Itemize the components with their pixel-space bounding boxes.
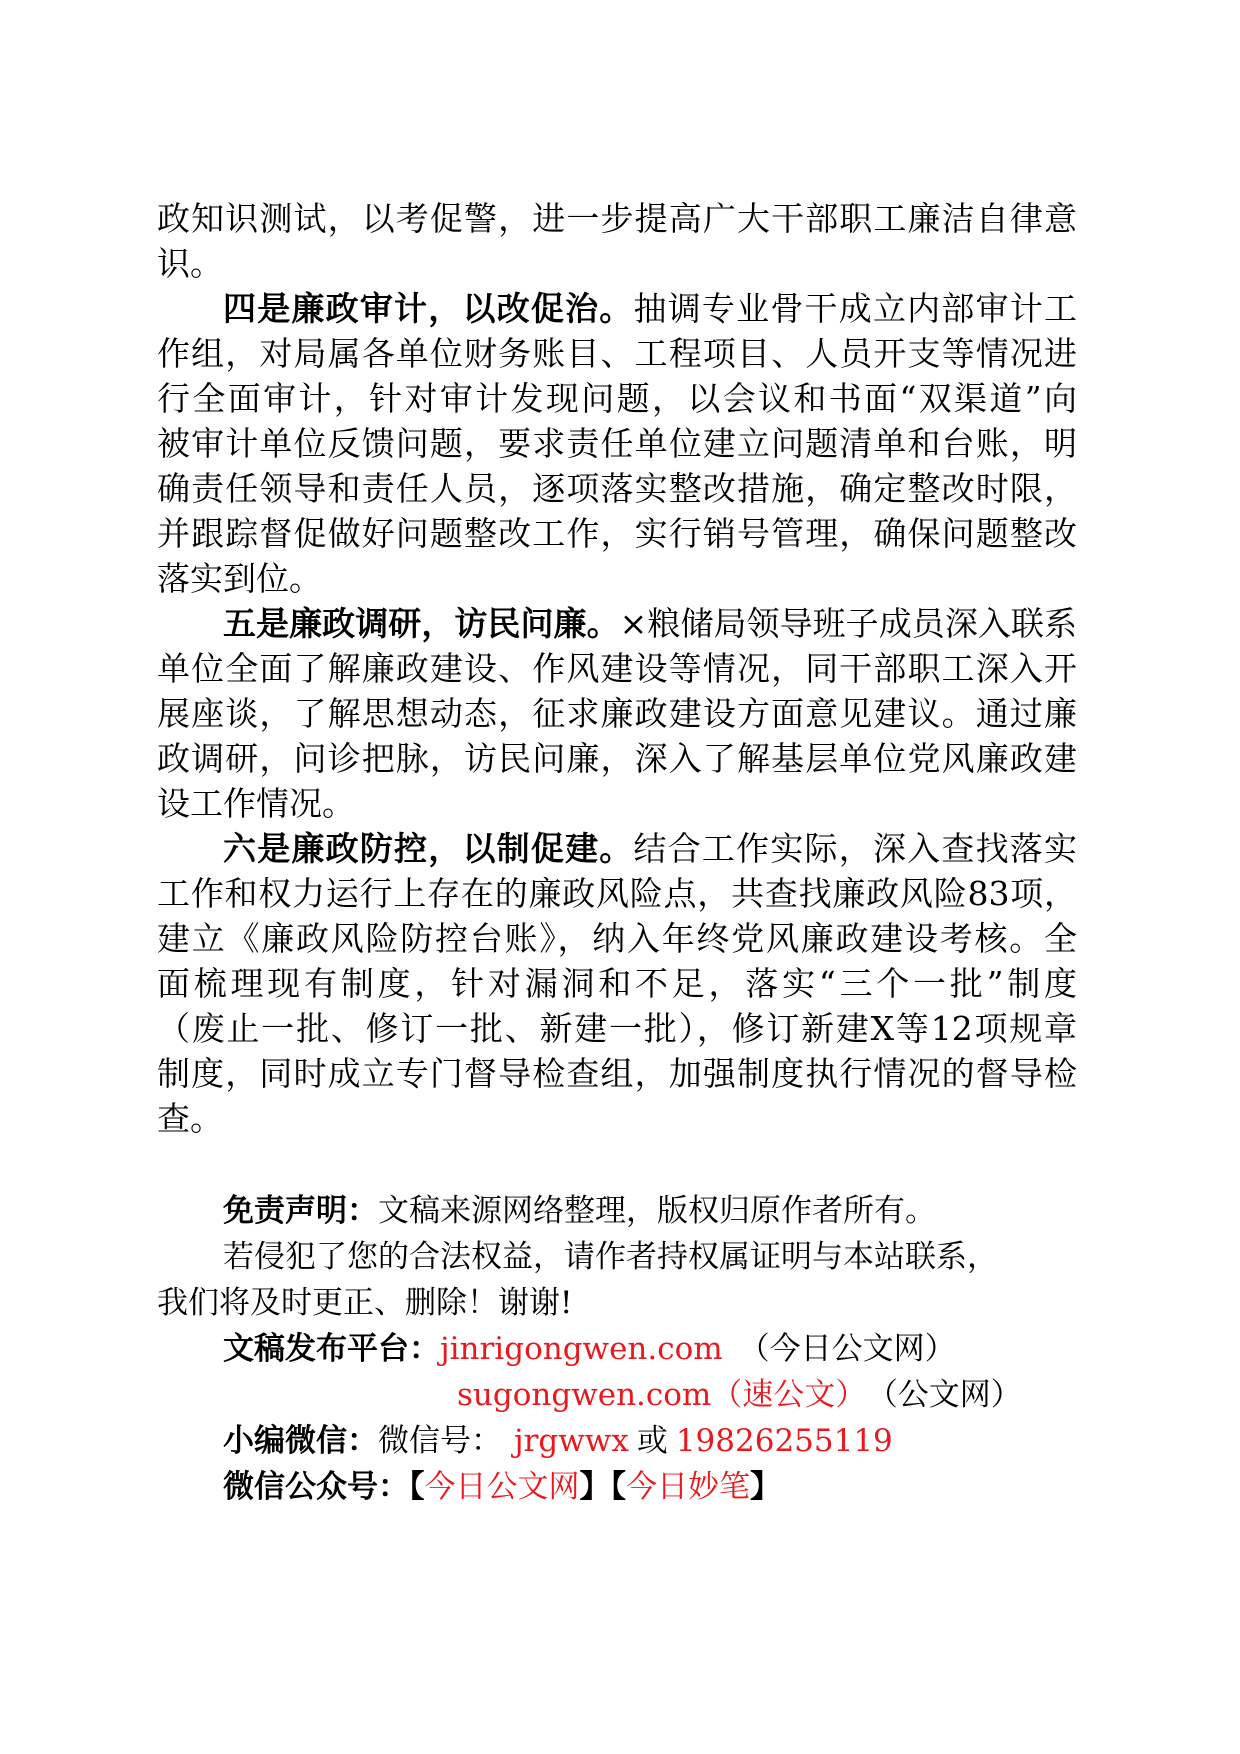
site-note: （今日公文网）: [738, 1331, 956, 1367]
body-line: 设工作情况。: [157, 784, 355, 823]
body-line: 行全面审计，针对审计发现问题，以会议和书面“双渠道”向: [157, 379, 1077, 418]
body-line: 单位全面了解廉政建设、作风建设等情况，同干部职工深入开: [157, 649, 1077, 688]
wechat-label: 小编微信：: [223, 1423, 378, 1459]
paragraph-heading-audit: 四是廉政审计，以改促治。: [223, 289, 634, 328]
wechat-line: [157, 1418, 1077, 1464]
bracket-open: 【: [409, 1469, 425, 1505]
body-line: 识。: [157, 244, 223, 283]
site-note: （公文网）: [882, 1377, 1022, 1413]
platform-line: [157, 1326, 1077, 1372]
paragraph-prevention-first-line: [157, 826, 1077, 871]
body-line: 政调研，问诊把脉，访民问廉，深入了解基层单位党风廉政建: [157, 739, 1077, 778]
site-link-sugongwen[interactable]: sugongwen.com（速公文）: [457, 1377, 867, 1413]
official-account-jinrimiaobi: 今日妙笔: [626, 1469, 750, 1505]
body-text: ×粮储局领导班子成员深入联系: [619, 604, 1078, 643]
body-text: 抽调专业骨干成立内部审计工: [633, 289, 1078, 328]
body-line: 并跟踪督促做好问题整改工作，实行销号管理，确保问题整改: [157, 514, 1077, 553]
body-line: 查。: [157, 1099, 223, 1138]
site-link-jinrigongwen[interactable]: jinrigongwen.com: [440, 1331, 723, 1367]
body-line: 工作和权力运行上存在的廉政风险点，共查找廉政风险83项，: [157, 874, 1077, 913]
body-line: （废止一批、修订一批、新建一批），修订新建X等12项规章: [157, 1009, 1078, 1048]
paragraph-heading-prevention: 六是廉政防控，以制促建。: [223, 829, 634, 868]
disclaimer-text: 文稿来源网络整理，版权归原作者所有。: [378, 1193, 936, 1229]
bracket-close: 】: [750, 1469, 781, 1505]
disclaimer-label: 免责声明：: [223, 1193, 378, 1229]
body-line: 作组，对局属各单位财务账目、工程项目、人员开支等情况进: [157, 334, 1077, 373]
paragraph-research-first-line: [157, 601, 1077, 646]
body-line: 确责任领导和责任人员，逐项落实整改措施，确定整改时限，: [157, 469, 1077, 508]
body-line: 展座谈，了解思想动态，征求廉政建设方面意见建议。通过廉: [157, 694, 1077, 733]
disclaimer-block: [157, 1188, 1077, 1510]
wechat-prefix: 微信号：: [378, 1423, 502, 1459]
paragraph-audit-first-line: [157, 286, 1077, 331]
document-body: [157, 196, 1077, 1141]
platform-label: 文稿发布平台：: [223, 1331, 440, 1367]
official-account-jinrigongwen: 今日公文网: [424, 1469, 580, 1505]
official-account-line: [157, 1464, 1077, 1510]
body-line: 政知识测试，以考促警，进一步提高广大干部职工廉洁自律意: [157, 199, 1077, 238]
bracket-middle: 】【: [579, 1469, 626, 1505]
body-line: 面梳理现有制度，针对漏洞和不足，落实“三个一批”制度: [157, 964, 1077, 1003]
body-line: 被审计单位反馈问题，要求责任单位建立问题清单和台账，明: [157, 424, 1077, 463]
wechat-id: jrgwwx: [514, 1423, 629, 1459]
platform-line-2: [157, 1372, 1077, 1418]
paragraph-heading-research: 五是廉政调研，访民问廉。: [223, 604, 620, 643]
body-line: 制度，同时成立专门督导检查组，加强制度执行情况的督导检: [157, 1054, 1077, 1093]
body-line: 落实到位。: [157, 559, 322, 598]
official-account-label: 微信公众号：: [223, 1469, 409, 1505]
body-line: 建立《廉政风险防控台账》，纳入年终党风廉政建设考核。全: [157, 919, 1077, 958]
wechat-phone: 19826255119: [675, 1423, 893, 1459]
wechat-or: 或: [636, 1423, 668, 1459]
body-text: 结合工作实际，深入查找落实: [633, 829, 1078, 868]
disclaimer-line: [157, 1188, 1077, 1234]
disclaimer-line: 我们将及时更正、删除！谢谢!: [157, 1285, 573, 1321]
disclaimer-line: 若侵犯了您的合法权益，请作者持权属证明与本站联系，: [223, 1239, 998, 1275]
